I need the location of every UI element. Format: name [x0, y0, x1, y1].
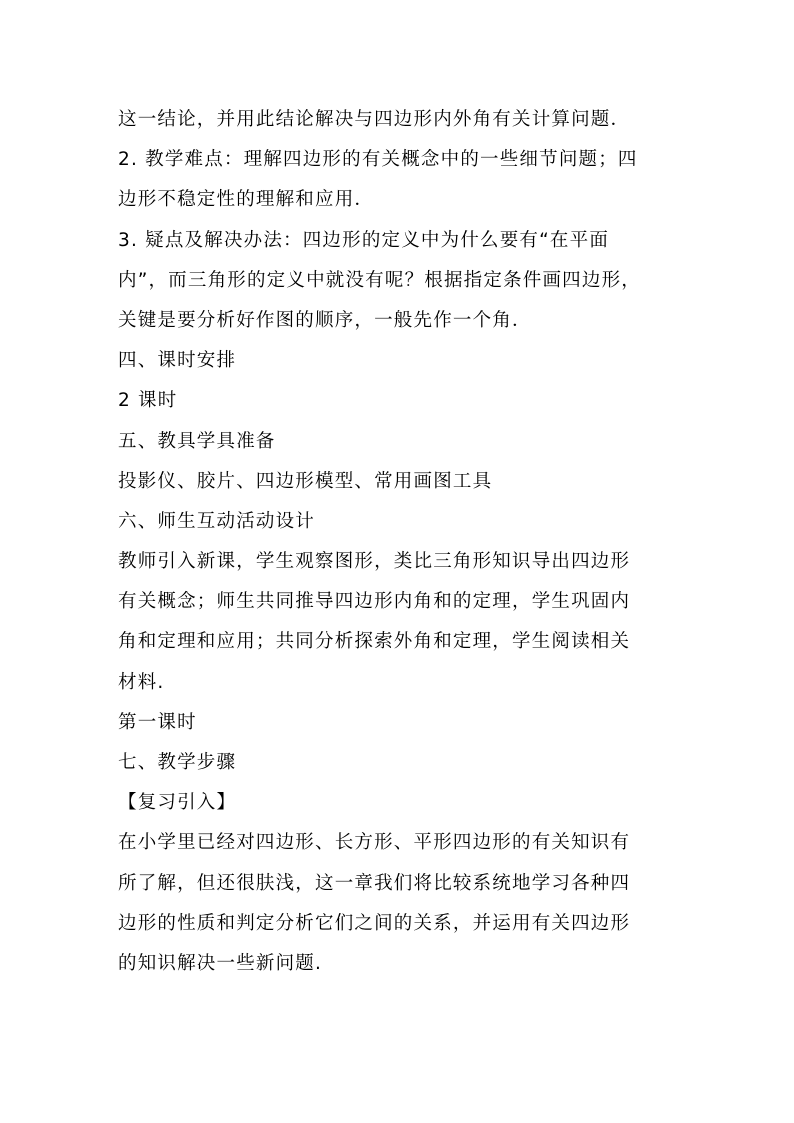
- text-line: 有关概念；师生共同推导四边形内角和的定理，学生巩固内: [118, 591, 631, 613]
- section-heading-teaching-steps: 七、教学步骤: [118, 752, 237, 773]
- text-line: 内”，而三角形的定义中就没有呢？根据指定条件画四边形，: [118, 269, 641, 291]
- teaching-difficulty-line: 2. 教学难点：理解四边形的有关概念中的一些细节问题；四: [118, 149, 638, 171]
- text-line: 材料.: [118, 671, 165, 693]
- doubt-solution-line: 3. 疑点及解决办法：四边形的定义中为什么要有“在平面: [118, 229, 610, 251]
- text-line: 边形的性质和判定分析它们之间的关系，并运用有关四边形: [118, 912, 631, 934]
- text-line: 的知识解决一些新问题.: [118, 952, 323, 974]
- text-line: 所了解，但还很肤浅，这一章我们将比较系统地学习各种四: [118, 872, 631, 894]
- text-line: 这一结论，并用此结论解决与四边形内外角有关计算问题．: [118, 109, 631, 130]
- text-line: 关键是要分析好作图的顺序，一般先作一个角．: [118, 309, 532, 331]
- text-line: 教师引入新课，学生观察图形，类比三角形知识导出四边形: [118, 551, 631, 573]
- text-line: 边形不稳定性的理解和应用．: [118, 189, 375, 211]
- section-heading-schedule: 四、课时安排: [118, 350, 237, 372]
- text-line: 2 课时: [118, 390, 178, 412]
- lesson-label: 第一课时: [118, 711, 197, 733]
- section-heading-tools: 五、教具学具准备: [118, 430, 276, 452]
- text-line: 在小学里已经对四边形、长方形、平形四边形的有关知识有: [118, 832, 631, 854]
- text-line: 角和定理和应用；共同分析探索外角和定理，学生阅读相关: [118, 631, 631, 653]
- subsection-heading-review: 【复习引入】: [118, 792, 237, 814]
- section-heading-activity-design: 六、师生互动活动设计: [118, 510, 316, 532]
- text-line: 投影仪、胶片、四边形模型、常用画图工具: [118, 470, 493, 492]
- document-page: [118, 100, 678, 984]
